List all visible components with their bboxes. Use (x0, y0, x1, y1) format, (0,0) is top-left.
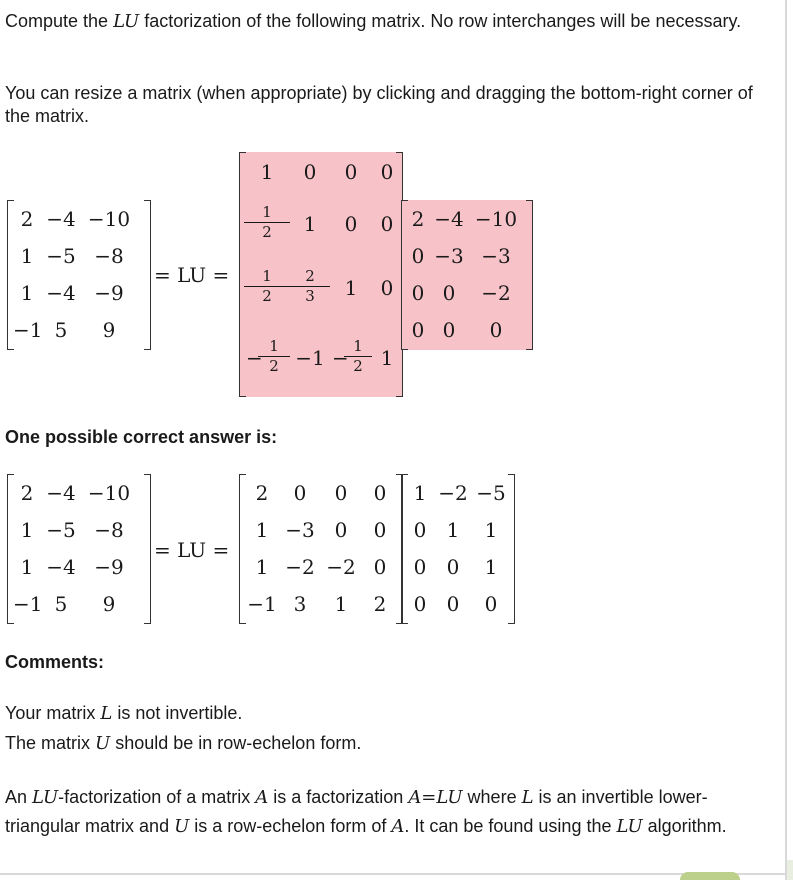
matrix-cell: 0 (442, 280, 456, 305)
matrix-cell: 0 (446, 591, 460, 616)
matrix-cell: −10 (87, 480, 131, 505)
minus-sign: − (246, 346, 263, 370)
matrix-cell: 0 (413, 517, 427, 542)
matrix-cell: −10 (87, 206, 131, 231)
matrix-cell: 0 (446, 554, 460, 579)
matrix-cell: 0 (344, 160, 358, 184)
matrix-cell: 0 (380, 276, 394, 300)
matrix-cell: −4 (46, 206, 76, 231)
matrix-cell: −3 (434, 243, 464, 268)
matrix-cell-fraction: 1 2 (244, 268, 290, 305)
matrix-cell: 0 (334, 517, 348, 542)
decorative-shape (680, 872, 740, 880)
matrix-cell: 1 (446, 517, 460, 542)
matrix-cell: 9 (102, 591, 116, 616)
matrix-cell: −1 (13, 591, 43, 616)
matrix-cell: 0 (484, 591, 498, 616)
matrix-cell: 0 (303, 160, 317, 184)
matrix-cell: 0 (489, 317, 503, 342)
matrix-cell: −10 (474, 206, 518, 231)
question-text: Compute the LU factorization of the following matrix. No row interchanges will be necessary. (5, 11, 742, 32)
matrix-cell: −8 (94, 243, 124, 268)
frame-corner (787, 860, 793, 880)
matrix-cell: 1 (303, 212, 317, 236)
matrix-cell-fraction: 1 2 (344, 338, 372, 375)
matrix-cell: 2 (411, 206, 425, 231)
matrix-cell: 0 (413, 591, 427, 616)
matrix-cell: 0 (413, 554, 427, 579)
matrix-cell: −2 (285, 554, 315, 579)
matrix-cell: 3 (293, 591, 307, 616)
matrix-cell: −3 (285, 517, 315, 542)
resize-hint: You can resize a matrix (when appropriate) by clicking and dragging the bottom-right corner of the matrix. (5, 83, 753, 126)
answer-heading: One possible correct answer is: (5, 427, 278, 447)
matrix-cell-fraction: 1 2 (258, 338, 290, 375)
comment-u-row-echelon: The matrix U should be in row-echelon form. (5, 733, 362, 754)
matrix-a (8, 200, 150, 350)
comments-heading: Comments: (5, 652, 105, 672)
matrix-cell: −5 (46, 243, 76, 268)
student-l-matrix[interactable] (240, 152, 402, 397)
matrix-cell: 2 (255, 480, 269, 505)
matrix-cell: 0 (344, 212, 358, 236)
matrix-cell: −4 (46, 480, 76, 505)
comment-l-not-invertible: Your matrix L is not invertible. (5, 703, 243, 724)
matrix-cell: 1 (484, 554, 498, 579)
matrix-cell: 1 (20, 554, 34, 579)
matrix-cell: 1 (344, 276, 358, 300)
matrix-cell: −3 (481, 243, 511, 268)
matrix-cell: −1 (247, 591, 277, 616)
equation-label-answer: = LU = (154, 538, 230, 562)
matrix-cell: 0 (411, 243, 425, 268)
matrix-cell: −2 (326, 554, 356, 579)
correct-u-matrix (402, 474, 514, 624)
matrix-cell: 0 (293, 480, 307, 505)
matrix-cell: 0 (380, 160, 394, 184)
matrix-a-answer (8, 474, 150, 624)
matrix-cell: 1 (484, 517, 498, 542)
matrix-cell: −1 (295, 346, 325, 370)
frame-border-right (785, 0, 787, 880)
matrix-cell: 9 (102, 317, 116, 342)
equation-label: = LU = (154, 263, 230, 287)
definition-text: An LU-factorization of a matrix A is a factorization A=LU where L is an invertible lower-triangular matrix and U is a row-echelon form of A. It can be found using the LU algorithm. (5, 787, 727, 837)
matrix-cell: 1 (334, 591, 348, 616)
matrix-cell: 5 (54, 591, 68, 616)
bracket-right (144, 200, 151, 350)
matrix-cell: 0 (411, 317, 425, 342)
matrix-cell: −4 (46, 280, 76, 305)
matrix-cell: −1 (13, 317, 43, 342)
matrix-cell: 0 (380, 212, 394, 236)
matrix-cell: 1 (20, 280, 34, 305)
matrix-cell-fraction: 1 2 (244, 204, 290, 241)
matrix-cell: −8 (94, 517, 124, 542)
matrix-cell: 2 (373, 591, 387, 616)
bracket-right (526, 200, 533, 350)
bracket-right (144, 474, 151, 624)
matrix-cell: 1 (255, 517, 269, 542)
matrix-cell: 0 (411, 280, 425, 305)
matrix-cell: −2 (481, 280, 511, 305)
frame-border-bottom (0, 873, 787, 875)
student-u-matrix[interactable] (402, 200, 532, 350)
matrix-cell: 0 (442, 317, 456, 342)
matrix-cell: 2 (20, 206, 34, 231)
matrix-cell: 0 (373, 554, 387, 579)
matrix-cell: −4 (46, 554, 76, 579)
matrix-cell: 1 (380, 346, 394, 370)
correct-l-matrix (240, 474, 402, 624)
matrix-cell: 0 (373, 517, 387, 542)
matrix-cell: 1 (20, 243, 34, 268)
matrix-cell: 1 (260, 160, 274, 184)
matrix-cell: −9 (94, 280, 124, 305)
minus-sign: − (332, 346, 349, 370)
matrix-cell: 1 (413, 480, 427, 505)
matrix-cell: −4 (434, 206, 464, 231)
matrix-cell: 5 (54, 317, 68, 342)
matrix-cell-fraction: 2 3 (290, 268, 330, 305)
matrix-cell: 0 (334, 480, 348, 505)
matrix-cell: −5 (46, 517, 76, 542)
matrix-cell: −9 (94, 554, 124, 579)
matrix-cell: 1 (255, 554, 269, 579)
matrix-cell: 1 (20, 517, 34, 542)
matrix-cell: 0 (373, 480, 387, 505)
matrix-cell: 2 (20, 480, 34, 505)
matrix-cell: −2 (438, 480, 468, 505)
matrix-cell: −5 (476, 480, 506, 505)
